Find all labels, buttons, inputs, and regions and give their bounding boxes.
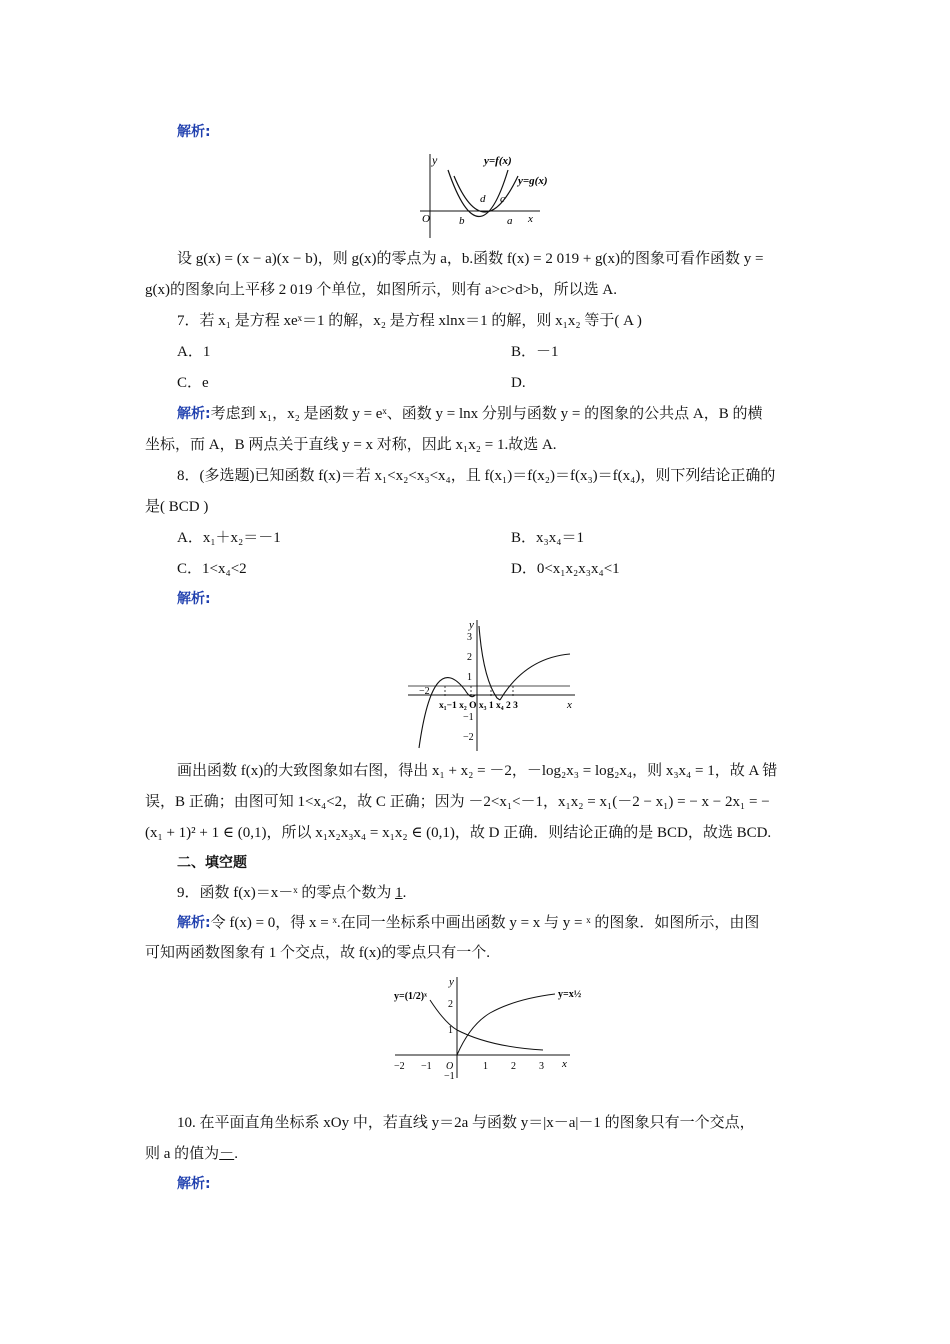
fig2-y3: 3 bbox=[467, 632, 472, 643]
fig3-exp-label: y=(1/2)ˣ bbox=[394, 991, 427, 1002]
fig1-o: O bbox=[422, 213, 430, 225]
fig1-x: x bbox=[528, 213, 533, 225]
q8-stem1: 8．(多选题)已知函数 f(x)＝若 x₁<x₂<x₃<x₄，且 f(x₁)＝f(x₂)＝f(x₃)＝f(x₄)，则下列结论正确的 bbox=[177, 468, 776, 484]
fig3-y1: 1 bbox=[448, 1025, 453, 1036]
exp-curve bbox=[430, 1000, 543, 1050]
fig1-b: b bbox=[459, 215, 465, 227]
q8-option-a: A．x₁＋x₂＝－1 bbox=[177, 530, 281, 546]
q8-stem2: 是( BCD ) bbox=[145, 499, 209, 515]
q9-stem-post: . bbox=[402, 885, 407, 901]
fig3-ym1: −1 bbox=[444, 1071, 455, 1080]
q9-stem bbox=[177, 882, 406, 904]
middle-curve bbox=[479, 626, 500, 700]
q8-analysis-line2: 误，B 正确；由图可知 1<x₄<2，故 C 正确；因为 －2<x₁<－1，x₁x₂ = x₁(－2 − x₁) = − x − 2x₁ = − bbox=[145, 794, 770, 810]
figure-piecewise bbox=[405, 618, 580, 753]
f-curve bbox=[454, 176, 518, 212]
analysis-label: 解析: bbox=[177, 591, 211, 607]
fig2-x: x bbox=[567, 699, 572, 711]
q10-stem2 bbox=[145, 1143, 238, 1165]
fig3-sqrt-label: y=x½ bbox=[558, 989, 582, 1000]
fig2-ym2: −2 bbox=[463, 732, 474, 743]
fig1-fx: y=f(x) bbox=[484, 155, 512, 167]
analysis-label: 解析: bbox=[177, 406, 211, 422]
q8-analysis-line3: (x₁ + 1)² + 1 ∈ (0,1)，所以 x₁x₂x₃x₄ = x₁x₂ ∈ (0,1)，故 D 正确．则结论正确的是 BCD，故选 BCD. bbox=[145, 825, 772, 841]
q7-option-a: A．1 bbox=[177, 344, 211, 360]
fig2-y1: 1 bbox=[467, 672, 472, 683]
fig2-x-labels: x₁−1 x₂ O x₃ 1 x₄ 2 3 bbox=[439, 701, 518, 711]
fig3-y: y bbox=[449, 976, 454, 988]
p6-line2: g(x)的图象向上平移 2 019 个单位，如图所示，则有 a>c>d>b，所以选 A. bbox=[145, 282, 618, 298]
q7-analysis-line2: 坐标，而 A，B 两点关于直线 y = x 对称，因此 x₁x₂ = 1.故选 A. bbox=[145, 437, 557, 453]
q9-stem-pre: 9．函数 f(x)＝x－ˣ 的零点个数为 bbox=[177, 885, 396, 901]
q9-analysis-line2: 可知两函数图象有 1 个交点，故 f(x)的零点只有一个. bbox=[145, 945, 490, 961]
analysis-label: 解析: bbox=[177, 915, 211, 931]
fig1-a: a bbox=[507, 215, 513, 227]
fig3-xm1: −1 bbox=[421, 1061, 432, 1072]
q7-option-b: B．－1 bbox=[511, 344, 559, 360]
p6-line1: 设 g(x) = (x − a)(x − b)，则 g(x)的零点为 a，b.函数 f(x) = 2 019 + g(x)的图象可看作函数 y = bbox=[177, 251, 764, 267]
q9-analysis-line1 bbox=[177, 912, 759, 934]
q8-analysis-line1: 画出函数 f(x)的大致图象如右图，得出 x₁ + x₂ = －2，－log₂x₃ = log₂x₄，则 x₃x₄ = 1，故 A 错 bbox=[177, 763, 778, 779]
fig3-x3: 3 bbox=[539, 1061, 544, 1072]
q10-answer: － bbox=[219, 1146, 235, 1162]
q7-ana1: 考虑到 x₁，x₂ 是函数 y = eˣ、函数 y = lnx 分别与函数 y = 的图象的公共点 A，B 的横 bbox=[210, 406, 763, 422]
fig3-o: O bbox=[446, 1061, 454, 1072]
right-curve bbox=[500, 654, 570, 700]
q9-ana1: 令 f(x) = 0，得 x = ˣ.在同一坐标系中画出函数 y = x 与 y = ˣ 的图象．如图所示，由图 bbox=[210, 915, 760, 931]
fig1-d: d bbox=[480, 193, 486, 205]
q7-option-c: C．e bbox=[177, 375, 209, 391]
q7-analysis-line1 bbox=[177, 403, 762, 425]
fig2-ym1: −1 bbox=[463, 712, 474, 723]
figure-quadratics bbox=[420, 148, 565, 240]
section-title: 二、填空题 bbox=[177, 855, 247, 871]
q8-option-c: C．1<x₄<2 bbox=[177, 561, 247, 577]
fig3-x: x bbox=[562, 1058, 567, 1070]
q7-stem: 7．若 x₁ 是方程 xeˣ＝1 的解，x₂ 是方程 xlnx＝1 的解，则 x₁x₂ 等于( A ) bbox=[177, 313, 642, 329]
q10-stem2-post: . bbox=[234, 1146, 238, 1162]
fig3-xm2: −2 bbox=[394, 1061, 405, 1072]
fig2-xm2: −2 bbox=[419, 686, 430, 697]
analysis-label: 解析: bbox=[177, 1176, 211, 1192]
figure-exp-sqrt bbox=[390, 975, 590, 1080]
q9-answer: 1 bbox=[395, 885, 403, 901]
q8-option-b: B．x₃x₄＝1 bbox=[511, 530, 584, 546]
fig1-gx: y=g(x) bbox=[518, 175, 548, 187]
q7-option-d: D. bbox=[511, 375, 526, 391]
fig3-x1: 1 bbox=[483, 1061, 488, 1072]
g-curve bbox=[448, 170, 508, 217]
fig2-y: y bbox=[469, 619, 474, 631]
analysis-label: 解析: bbox=[177, 124, 211, 140]
q8-option-d: D．0<x₁x₂x₃x₄<1 bbox=[511, 561, 620, 577]
q10-stem1: 10. 在平面直角坐标系 xOy 中，若直线 y＝2a 与函数 y＝|x－a|－1 的图象只有一个交点， bbox=[177, 1115, 755, 1131]
fig1-y: y bbox=[432, 153, 438, 167]
fig3-y2: 2 bbox=[448, 999, 453, 1010]
fig2-y2: 2 bbox=[467, 652, 472, 663]
q10-stem2-pre: 则 a 的值为 bbox=[145, 1146, 220, 1162]
fig1-c: c bbox=[500, 193, 505, 205]
fig3-x2: 2 bbox=[511, 1061, 516, 1072]
